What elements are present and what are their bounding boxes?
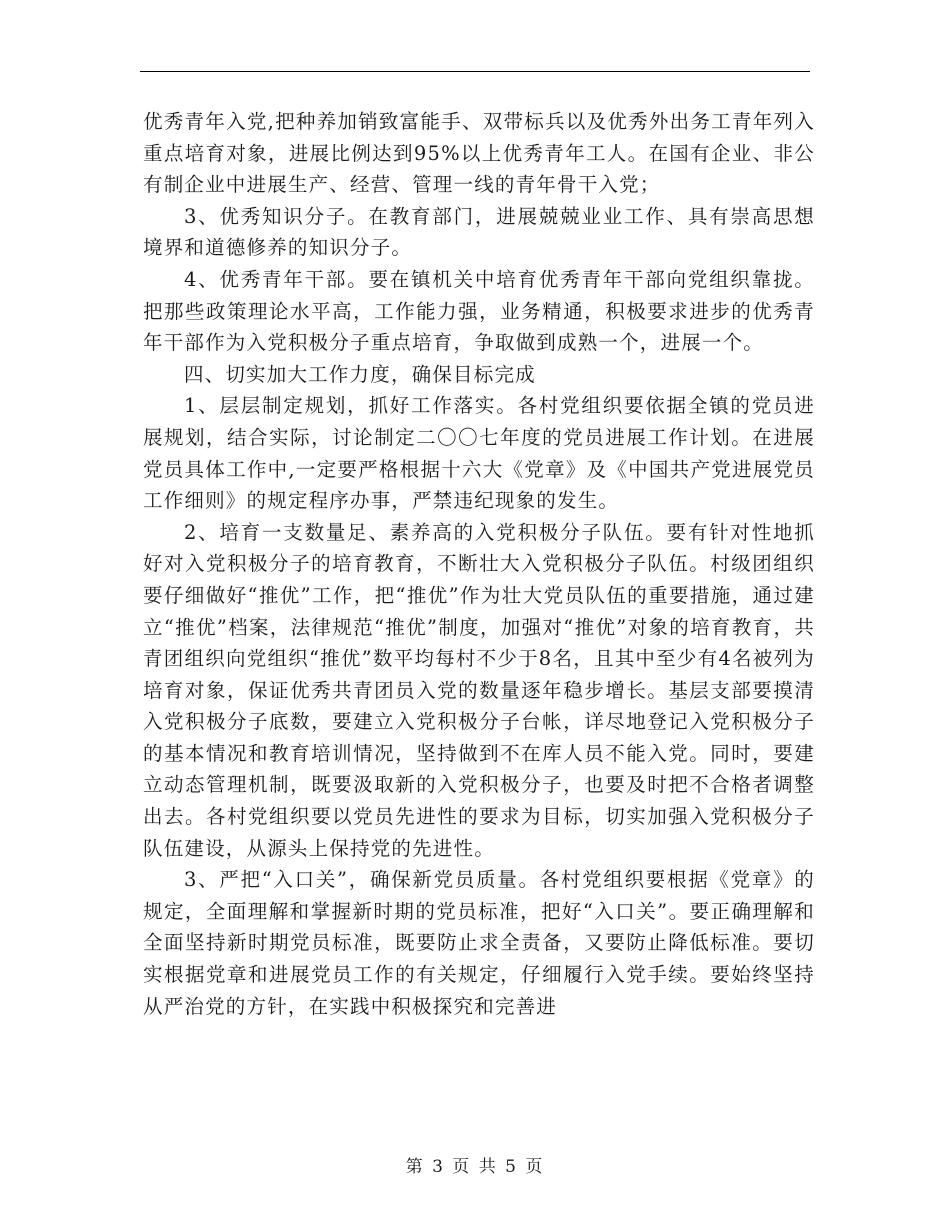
- header-rule: [140, 71, 810, 72]
- paragraph-item-3: 3、优秀知识分子。在教育部门，进展兢兢业业工作、具有崇高思想境界和道德修养的知识分子。: [143, 204, 815, 260]
- paragraph-entry-check: 3、严把“入口关”，确保新党员质量。各村党组织要根据《党章》的规定，全面理解和掌握新时期的党员标准，把好“入口关”。要正确理解和全面坚持新时期党员标准，既要防止求全责备，又要防止降低标准。要切实根据党章和进展党员工作的有关规定，仔细履行入党手续。要始终坚持从严治党的方针，在实践中积极探究和完善进: [143, 868, 815, 1018]
- document-body: [143, 106, 815, 1022]
- paragraph-continuation: 优秀青年入党,把种养加销致富能手、双带标兵以及优秀外出务工青年列入重点培育对象，进展比例达到95%以上优秀青年工人。在国有企业、非公有制企业中进展生产、经营、管理一线的青年骨干入党；: [143, 110, 815, 197]
- paragraph-planning: 1、层层制定规划，抓好工作落实。各村党组织要依据全镇的党员进展规划，结合实际，讨论制定二〇〇七年度的党员进展工作计划。在进展党员具体工作中,一定要严格根据十六大《党章》及《中国共产党进展党员工作细则》的规定程序办事，严禁违纪现象的发生。: [143, 394, 815, 513]
- paragraph-item-4: 4、优秀青年干部。要在镇机关中培育优秀青年干部向党组织靠拢。把那些政策理论水平高，工作能力强，业务精通，积极要求进步的优秀青年干部作为入党积极分子重点培育，争取做到成熟一个，进展一个。: [143, 267, 815, 355]
- paragraph-activists: 2、培育一支数量足、素养高的入党积极分子队伍。要有针对性地抓好对入党积极分子的培育教育，不断壮大入党积极分子队伍。村级团组织要仔细做好“推优”工作，把“推优”作为壮大党员队伍的重要措施，通过建立“推优”档案，法律规范“推优”制度，加强对“推优”对象的培育教育，共青团组织向党组织“推优”数平均每村不少于8名，且其中至少有4名被列为培育对象，保证优秀共青团员入党的数量逐年稳步增长。基层支部要摸清入党积极分子底数，要建立入党积极分子台帐，详尽地登记入党积极分子的基本情况和教育培训情况，坚持做到不在库人员不能入党。同时，要建立动态管理机制，既要汲取新的入党积极分子，也要及时把不合格者调整出去。各村党组织要以党员先进性的要求为目标，切实加强入党积极分子队伍建设，从源头上保持党的先进性。: [143, 520, 815, 860]
- section-heading: 四、切实加大工作力度，确保目标完成: [183, 362, 536, 386]
- page-number-footer: 第 3 页 共 5 页: [405, 1157, 545, 1177]
